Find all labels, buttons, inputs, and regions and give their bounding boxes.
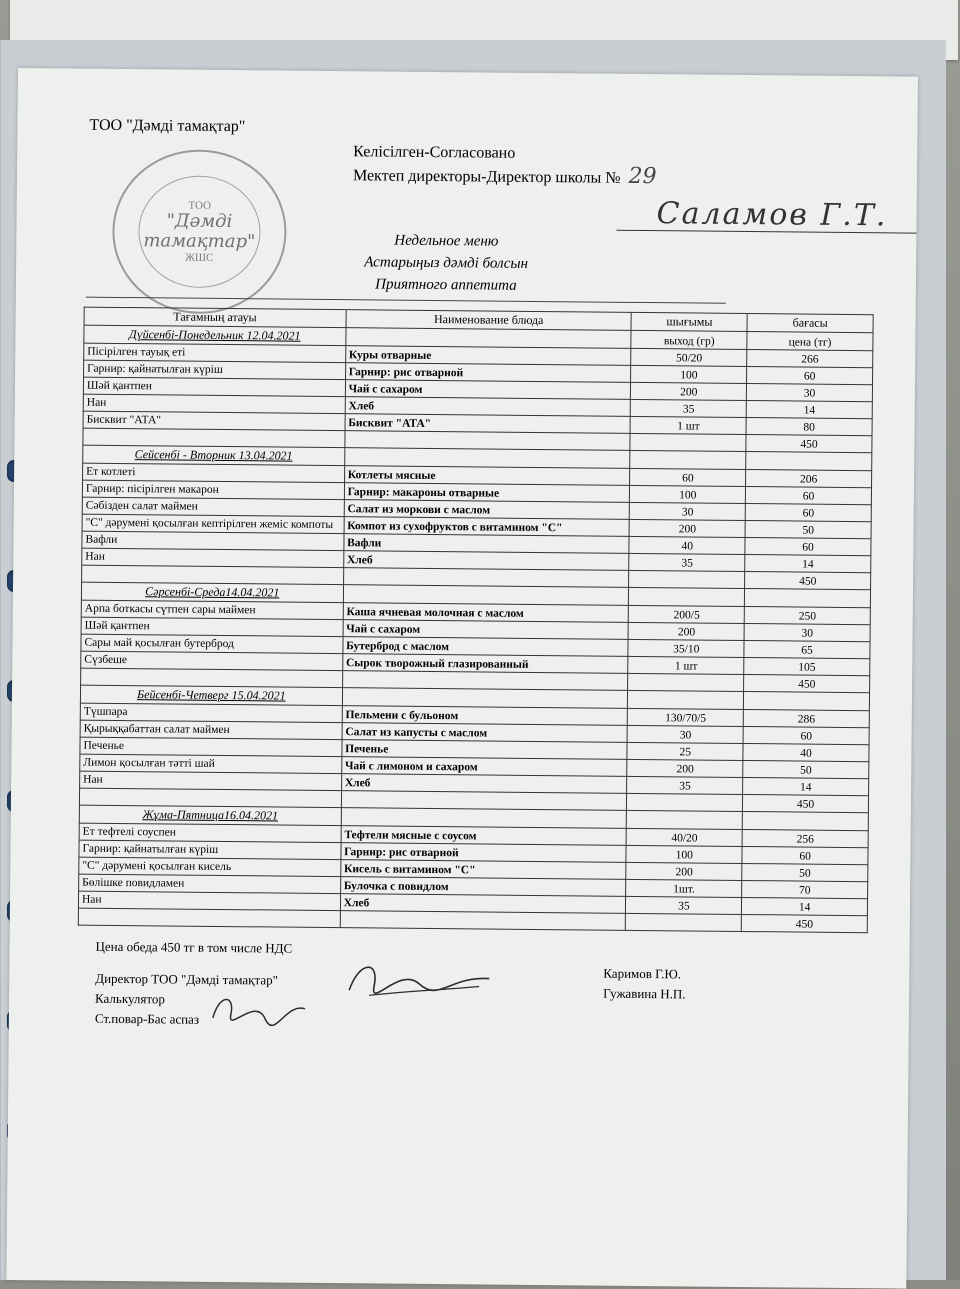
empty-cell [78, 908, 340, 928]
dish-name-ru: Кисель с витамином "С" [340, 860, 626, 880]
dish-yield: 200 [631, 382, 747, 400]
dish-price: 60 [745, 504, 871, 522]
day-total: 450 [746, 435, 872, 453]
dish-name-ru: Котлеты мясные [344, 466, 630, 486]
company-name: ТОО "Дәмді тамақтар" [89, 116, 246, 136]
dish-name-ru: Вафли [344, 534, 630, 554]
day-cell: Бейсенбі-Четверг 15.04.2021 [80, 685, 342, 706]
dish-yield: 100 [626, 845, 742, 863]
dish-price: 206 [746, 470, 872, 488]
footer-director: Директор ТОО "Дәмді тамақтар" [95, 970, 279, 988]
dish-yield: 35 [627, 776, 743, 794]
dish-name-kz: Вафли [82, 531, 344, 551]
dish-yield: 40/20 [627, 828, 743, 846]
dish-yield: 30 [630, 502, 746, 520]
dish-yield: 200 [629, 622, 745, 640]
dish-yield: 200 [627, 759, 743, 777]
approval-line2-text: Мектеп директоры-Директор школы № [352, 167, 621, 187]
day-cell: Сейсенбі - Вторник 13.04.2021 [83, 445, 345, 466]
dish-price: 105 [744, 657, 870, 675]
dish-yield: 35 [629, 553, 745, 571]
dish-price: 60 [742, 846, 868, 864]
dish-price: 14 [746, 401, 872, 419]
menu-document [6, 68, 918, 1289]
dish-name-kz: Ет котлеті [83, 463, 345, 483]
menu-titles [346, 229, 547, 297]
dish-name-kz: Гарнир: пісірілген макарон [82, 480, 344, 500]
stamp-brand-line1: "Дәмді [166, 210, 233, 233]
dish-yield: 1шт. [626, 879, 742, 897]
school-number: 29 [628, 163, 657, 190]
dish-name-ru: Салат из капусты с маслом [342, 723, 628, 743]
signatory-name-2: Гужавина Н.П. [603, 985, 686, 1002]
menu-table-body [78, 325, 873, 933]
dish-name-kz: Арпа боткасы сүтпен сары маймен [81, 600, 343, 620]
director-scrawl-signature [339, 955, 499, 1007]
day-cell: Жұма-Пятница16.04.2021 [79, 805, 341, 826]
calculator-scrawl-signature [205, 988, 315, 1033]
dish-name-kz: Нан [82, 548, 344, 568]
dish-name-ru: Чай с лимоном и сахаром [341, 757, 627, 777]
dish-name-ru: Печенье [342, 740, 628, 760]
dish-name-kz: Бөлішке повидламен [79, 874, 341, 894]
day-total: 450 [745, 572, 871, 590]
dish-name-ru: Хлеб [345, 397, 631, 417]
dish-name-ru: Компот из сухофруктов с витамином "С" [344, 517, 630, 537]
dish-price: 50 [745, 521, 871, 539]
dish-price: 40 [743, 743, 869, 761]
dish-yield: 40 [629, 536, 745, 554]
dish-price: 50 [743, 760, 869, 778]
dish-yield: 60 [630, 468, 746, 486]
dish-name-kz: Шәй қантпен [81, 617, 343, 637]
empty-cell [629, 570, 745, 588]
dish-name-ru: Каша ячневая молочная с маслом [343, 603, 629, 623]
dish-name-kz: Пісірілген тауық еті [84, 343, 346, 363]
dish-name-ru: Бисквит "АТА" [345, 414, 631, 434]
empty-cell [745, 589, 871, 608]
dish-name-kz: Бисквит "АТА" [83, 411, 345, 431]
day-total: 450 [744, 674, 870, 692]
empty-cell [626, 913, 742, 931]
header-price-kz: бағасы [747, 314, 873, 333]
dish-yield: 25 [627, 742, 743, 760]
dish-price: 60 [743, 726, 869, 744]
dish-name-ru: Куры отварные [345, 346, 631, 366]
dish-name-ru: Сырок творожный глазированный [342, 654, 628, 674]
dish-yield: 30 [628, 725, 744, 743]
footer-chef: Ст.повар-Бас аспаз [94, 1010, 200, 1027]
dish-yield: 130/70/5 [628, 708, 744, 726]
dish-name-ru: Чай с сахаром [343, 620, 629, 640]
stamp-bottom-text: ЖШС [184, 251, 214, 264]
empty-cell [630, 433, 746, 451]
director-signature: Саламов Г.Т. [656, 196, 888, 234]
dish-price: 266 [747, 350, 873, 368]
header-price-ru: цена (тг) [747, 332, 873, 351]
dish-price: 30 [747, 384, 873, 402]
dish-name-ru: Гарнир: рис отварной [341, 843, 627, 863]
dish-yield: 35 [631, 399, 747, 417]
lunch-price-note: Цена обеда 450 тг в том числе НДС [95, 938, 293, 956]
dish-yield: 50/20 [631, 348, 747, 366]
footer-calculator: Калькулятор [95, 990, 165, 1007]
header-yield-ru: выход (гр) [631, 330, 747, 349]
dish-name-ru: Хлеб [340, 894, 626, 914]
dish-name-kz: Гарнир: қайнатылған күріш [84, 360, 346, 380]
dish-name-ru: Гарнир: макароны отварные [344, 483, 630, 503]
dish-price: 250 [744, 606, 870, 624]
header-yield-kz: шығымы [631, 312, 747, 331]
dish-name-kz: Қырыққабаттан салат маймен [80, 720, 342, 740]
dish-name-kz: Түшпара [80, 703, 342, 723]
dish-name-ru: Булочка с повидлом [340, 877, 626, 897]
dish-price: 80 [746, 418, 872, 436]
day-total: 450 [741, 914, 867, 932]
empty-cell [628, 690, 744, 709]
dish-name-ru: Салат из моркови с маслом [344, 500, 630, 520]
stamp-top-text: ТОО [188, 199, 211, 212]
company-stamp [112, 149, 288, 315]
dish-name-ru: Пельмени с бульоном [342, 706, 628, 726]
dish-name-kz: Нан [80, 771, 342, 791]
empty-cell [340, 911, 626, 931]
empty-cell [630, 450, 746, 469]
dish-price: 60 [746, 487, 872, 505]
dish-name-kz: Печенье [80, 737, 342, 757]
dish-price: 70 [742, 880, 868, 898]
dish-name-kz: Гарнир: қайнатылған күріш [79, 840, 341, 860]
dish-yield: 1 шт [628, 656, 744, 674]
dish-name-kz: Сүзбеше [81, 651, 343, 671]
dish-name-kz: Сары май қосылған бутерброд [81, 634, 343, 654]
dish-name-kz: Нан [78, 891, 340, 911]
approval-line2 [353, 163, 657, 190]
dish-yield: 200/5 [629, 605, 745, 623]
title-weekly-menu: Недельное меню [394, 232, 499, 250]
dish-price: 14 [743, 777, 869, 795]
empty-cell [744, 691, 870, 710]
header-kz-name: Тағамның атауы [84, 307, 346, 328]
dish-name-kz: Лимон қосылған тәтті шай [80, 754, 342, 774]
dish-price: 14 [745, 555, 871, 573]
dish-name-kz: Ет тефтелі соуспен [79, 823, 341, 843]
dish-name-ru: Тефтели мясные с соусом [341, 826, 627, 846]
dish-name-kz: Сәбізден салат маймен [82, 497, 344, 517]
dish-price: 50 [742, 863, 868, 881]
dish-price: 286 [743, 709, 869, 727]
dish-name-ru: Хлеб [343, 551, 629, 571]
approval-line1: Келісілген-Согласовано [353, 143, 516, 162]
menu-table [78, 307, 874, 934]
dish-price: 60 [747, 367, 873, 385]
empty-cell [746, 452, 872, 471]
day-cell: Сәрсенбі-Среда14.04.2021 [81, 582, 343, 603]
dish-yield: 100 [630, 485, 746, 503]
dish-name-ru: Чай с сахаром [345, 380, 631, 400]
dish-yield: 200 [630, 519, 746, 537]
dish-price: 14 [742, 897, 868, 915]
empty-cell [627, 793, 743, 811]
dish-yield: 1 шт [630, 416, 746, 434]
dish-name-ru: Бутерброд с маслом [343, 637, 629, 657]
title-ru-wish: Приятного аппетита [375, 276, 517, 294]
dish-name-ru: Гарнир: рис отварной [345, 363, 631, 383]
dish-yield: 35 [626, 896, 742, 914]
dish-name-kz: "С" дәрумені қосылған кептірілген жеміс компоты [82, 514, 344, 534]
day-total: 450 [743, 794, 869, 812]
approval-block [353, 141, 657, 190]
header-ru-name: Наименование блюда [346, 310, 632, 331]
title-kz-wish: Астарыңыз дәмді болсын [364, 254, 529, 272]
dish-yield: 100 [631, 365, 747, 383]
empty-cell [629, 587, 745, 606]
signatory-names [603, 964, 686, 1005]
empty-cell [627, 810, 743, 829]
day-cell: Дүйсенбі-Понедельник 12.04.2021 [84, 325, 346, 346]
dish-price: 65 [744, 640, 870, 658]
dish-name-kz: "С" дәрумені қосылған кисель [79, 857, 341, 877]
empty-cell [628, 673, 744, 691]
dish-yield: 200 [626, 862, 742, 880]
dish-name-kz: Нан [83, 394, 345, 414]
stamp-inner-ring [138, 175, 261, 288]
dish-name-kz: Шәй қантпен [83, 377, 345, 397]
signatory-name-1: Каримов Г.Ю. [603, 965, 682, 982]
dish-price: 60 [745, 538, 871, 556]
dish-name-ru: Хлеб [341, 774, 627, 794]
empty-cell [742, 811, 868, 830]
dish-price: 256 [742, 829, 868, 847]
stamp-brand-line2: тамақтар" [143, 230, 256, 253]
dish-yield: 35/10 [628, 639, 744, 657]
dish-price: 30 [744, 623, 870, 641]
